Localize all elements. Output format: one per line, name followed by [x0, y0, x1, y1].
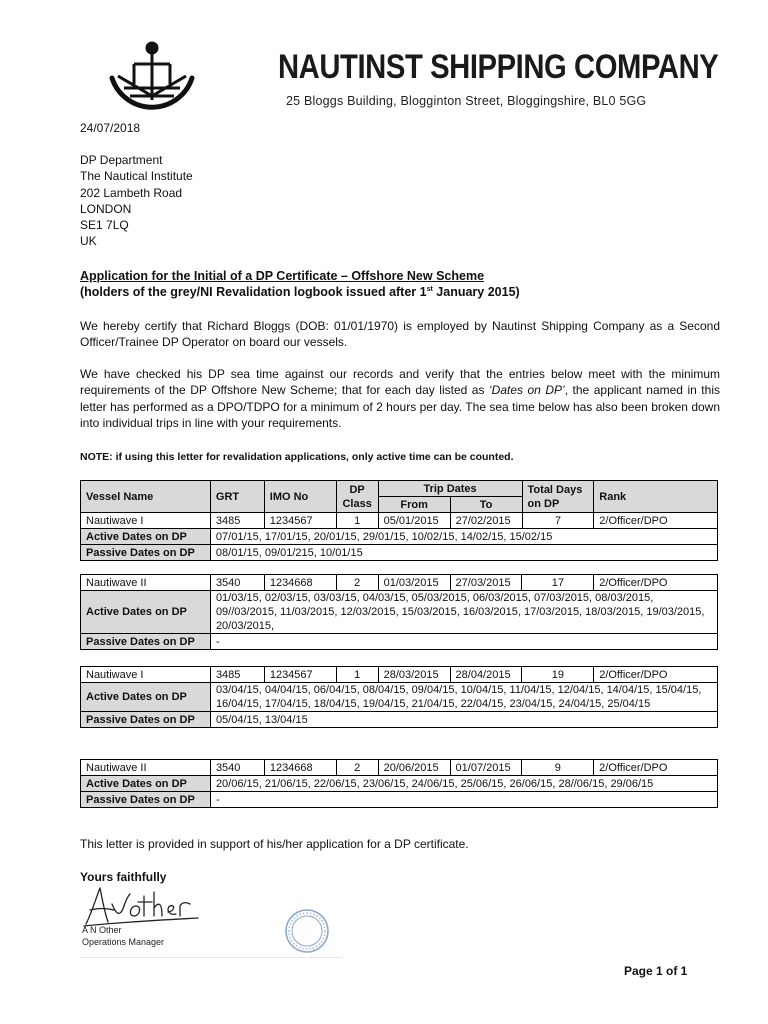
signer-title: Operations Manager [82, 937, 165, 947]
handwritten-signature [82, 884, 202, 928]
dp-class-value: 1 [336, 667, 378, 683]
active-dates-label: Active Dates on DP [81, 683, 211, 712]
dp-class-value: 1 [336, 513, 378, 529]
to-date: 28/04/2015 [450, 667, 522, 683]
verification-text: We have checked his DP sea time against our records and verify that the entries below meet with the minimum requirements of the DP Offshore New Scheme; that for each day listed as [80, 367, 720, 398]
header-to: To [450, 497, 522, 513]
trip-table [80, 480, 718, 561]
rank-value: 2/Officer/DPO [594, 760, 718, 776]
active-dates-value: 01/03/15, 02/03/15, 03/03/15, 04/03/15, 05/03/2015, 06/03/2015, 07/03/2015, 08/03/2015, 09//03/2015, 11/03/2015, 12/03/2015, 15/03/2015, 16/03/2015, 17/03/2015, 18/03/2015, 19/03/2015, 20/03/2015, [210, 591, 717, 634]
rank-value: 2/Officer/DPO [594, 667, 718, 683]
imo-value: 1234567 [264, 513, 336, 529]
sextant-icon [104, 40, 200, 110]
vessel-name: Nautiwave II [81, 760, 211, 776]
subject-superscript: st [426, 286, 433, 294]
subject-title: Application for the Initial of a DP Certificate – Offshore New Scheme [80, 269, 485, 283]
recipient-line: SE1 7LQ [80, 218, 129, 233]
subject-subtitle-end: January 2015) [432, 285, 520, 300]
passive-dates-label: Passive Dates on DP [81, 634, 211, 650]
vessel-name: Nautiwave I [81, 667, 211, 683]
recipient-address [80, 152, 720, 250]
revalidation-note: NOTE: if using this letter for revalidation applications, only active time can be counted. [80, 451, 514, 463]
dp-class-value: 2 [336, 575, 378, 591]
dp-class-value: 2 [336, 760, 378, 776]
active-dates-row [81, 683, 718, 712]
active-dates-row [81, 591, 718, 634]
active-dates-value: 03/04/15, 04/04/15, 06/04/15, 08/04/15, 09/04/15, 10/04/15, 11/04/15, 12/04/15, 14/04/15, 15/04/15, 16/04/15, 17/04/15, 18/04/15, 19/04/15, 21/04/15, 22/04/15, 23/04/15, 24/04/15, 25/04/15 [210, 683, 717, 712]
imo-value: 1234567 [264, 667, 336, 683]
active-dates-row [81, 776, 718, 792]
trip-summary-row [81, 760, 718, 776]
grt-value: 3540 [210, 760, 264, 776]
page-number: Page 1 of 1 [624, 964, 688, 978]
imo-value: 1234668 [264, 760, 336, 776]
passive-dates-row [81, 792, 718, 808]
passive-dates-row [81, 634, 718, 650]
from-date: 01/03/2015 [378, 575, 450, 591]
header-grt: GRT [210, 481, 264, 513]
rank-value: 2/Officer/DPO [594, 513, 718, 529]
header-dp-class: DP Class [336, 481, 378, 513]
recipient-line: The Nautical Institute [80, 169, 193, 184]
active-dates-label: Active Dates on DP [81, 529, 211, 545]
recipient-line: LONDON [80, 201, 132, 216]
to-date: 27/02/2015 [450, 513, 522, 529]
active-dates-row [81, 529, 718, 545]
total-days-value: 9 [522, 760, 594, 776]
passive-dates-label: Passive Dates on DP [81, 712, 211, 728]
subject [80, 268, 720, 301]
signature-divider [80, 957, 342, 958]
trip-table [80, 574, 718, 650]
signoff: Yours faithfully [80, 870, 167, 884]
trip-summary-row [81, 513, 718, 529]
recipient-line: 202 Lambeth Road [80, 185, 183, 200]
header-vessel-name: Vessel Name [81, 481, 211, 513]
passive-dates-value: - [210, 634, 717, 650]
verification-text-end: , the applicant named in this letter has performed as a DPO/TDPO for a minimum of 2 hours per day. The sea time below has also been broken down into individual trips in line with your requirements. [80, 383, 720, 430]
active-dates-value: 20/06/15, 21/06/15, 22/06/15, 23/06/15, 24/06/15, 25/06/15, 26/06/15, 28//06/15, 29/06/15 [210, 776, 717, 792]
active-dates-label: Active Dates on DP [81, 591, 211, 634]
grt-value: 3540 [210, 575, 264, 591]
passive-dates-value: - [210, 792, 717, 808]
recipient-line: UK [80, 234, 97, 249]
imo-value: 1234668 [264, 575, 336, 591]
trip-table [80, 759, 718, 808]
subject-subtitle-text: (holders of the grey/NI Revalidation logbook issued after 1 [80, 285, 427, 300]
passive-dates-row [81, 545, 718, 561]
header-from: From [378, 497, 450, 513]
from-date: 20/06/2015 [378, 760, 450, 776]
recipient-line: DP Department [80, 153, 163, 167]
passive-dates-value: 08/01/15, 09/01/215, 10/01/15 [210, 545, 717, 561]
from-date: 05/01/2015 [378, 513, 450, 529]
header-total-days: Total Days on DP [522, 481, 594, 513]
grt-value: 3485 [210, 667, 264, 683]
trip-table [80, 666, 718, 728]
to-date: 01/07/2015 [450, 760, 522, 776]
signer-name: A N Other [82, 925, 122, 935]
header-rank: Rank [594, 481, 718, 513]
active-dates-value: 07/01/15, 17/01/15, 20/01/15, 29/01/15, 10/02/15, 14/02/15, 15/02/15 [210, 529, 717, 545]
passive-dates-value: 05/04/15, 13/04/15 [210, 712, 717, 728]
trip-summary-row [81, 667, 718, 683]
table-header-row [81, 481, 718, 497]
verification-paragraph [80, 366, 720, 431]
passive-dates-label: Passive Dates on DP [81, 792, 211, 808]
passive-dates-row [81, 712, 718, 728]
vessel-name: Nautiwave I [81, 513, 211, 529]
header-imo: IMO No [264, 481, 336, 513]
active-dates-label: Active Dates on DP [81, 776, 211, 792]
company-name: NAUTINST SHIPPING COMPANY [278, 48, 719, 86]
closing-statement: This letter is provided in support of his/her application for a DP certificate. [80, 837, 469, 851]
subject-subtitle [80, 284, 720, 300]
letter-date: 24/07/2018 [80, 121, 141, 135]
company-stamp [284, 908, 330, 954]
vessel-name: Nautiwave II [81, 575, 211, 591]
certification-paragraph: We hereby certify that Richard Bloggs (DOB: 01/01/1970) is employed by Nautinst Shipping Company as a Second Officer/Trainee DP Operator on board our vessels. [80, 319, 720, 350]
dates-on-dp-term: ‘Dates on DP’ [488, 383, 565, 398]
trip-summary-row [81, 575, 718, 591]
header-trip-dates: Trip Dates [378, 481, 522, 497]
total-days-value: 19 [522, 667, 594, 683]
from-date: 28/03/2015 [378, 667, 450, 683]
total-days-value: 7 [522, 513, 594, 529]
company-address: 25 Bloggs Building, Blogginton Street, Bloggingshire, BL0 5GG [286, 94, 647, 108]
to-date: 27/03/2015 [450, 575, 522, 591]
passive-dates-label: Passive Dates on DP [81, 545, 211, 561]
rank-value: 2/Officer/DPO [594, 575, 718, 591]
total-days-value: 17 [522, 575, 594, 591]
grt-value: 3485 [210, 513, 264, 529]
